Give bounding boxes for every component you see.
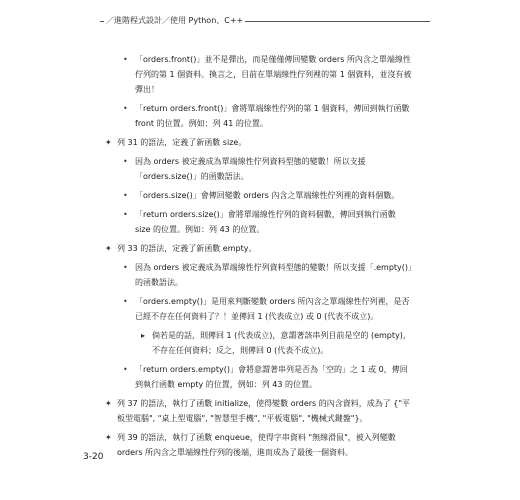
- running-header: [100, 14, 430, 28]
- bullet-item: [103, 430, 413, 460]
- bullet-item: [103, 328, 413, 358]
- bullet-text: 「return orders.front()」會將單端線性佇列的第 1 個資料，傳回到執行函數 front 的位置。例如：列 41 的位置。: [135, 104, 410, 128]
- bullet-item: [103, 135, 413, 150]
- bullet-text: 列 37 的語法，執行了函數 initialize，使得變數 orders 的內含資料，成為了 {"平板型電腦", "桌上型電腦", "智慧型手機", "平板電腦", "機械式鍵盤"}。: [117, 399, 411, 423]
- bullet-dot-icon: •: [123, 297, 128, 306]
- bullet-dot-icon: •: [123, 55, 128, 64]
- bullet-text: 「orders.front()」並不是彈出，而是僅僅傳回變數 orders 所內含之單端線性佇列的第 1 個資料。換言之，目前在單端線性佇列裡的第 1 個資料，並沒有被彈出！: [135, 55, 412, 94]
- bullet-dot-icon: •: [123, 365, 128, 374]
- diamond-bullet-icon: ✦: [105, 138, 112, 147]
- diamond-bullet-icon: ✦: [105, 244, 112, 253]
- bullet-dot-icon: •: [123, 263, 128, 272]
- bullet-text: 「orders.size()」會傳回變數 orders 內含之單端線性佇列裡的資料個數。: [135, 191, 400, 200]
- bullet-text: 倘若是的話，則傳回 1 (代表成立)，意謂著該串列目前是空的 (empty)，不存在任何資料；反之，則傳回 0 (代表不成立)。: [152, 331, 411, 355]
- page-number: 3-20: [83, 452, 104, 462]
- bullet-item: [103, 188, 413, 203]
- bullet-text: 因為 orders 被定義成為單端線性佇列資料型態的變數！所以支援「.empty()」的函數語法。: [135, 263, 413, 287]
- bullet-text: 列 39 的語法，執行了函數 enqueue，使得字串資料 "無線滑鼠"，被入列變數 orders 所內含之單端線性佇列的後端，進而成為了最後一個資料。: [117, 433, 396, 457]
- bullet-item: [103, 207, 413, 237]
- bullet-item: [103, 396, 413, 426]
- header-title: ／進階程式設計／使用 Python、C++: [104, 14, 245, 28]
- bullet-dot-icon: •: [123, 157, 128, 166]
- bullet-item: [103, 154, 413, 184]
- bullet-item: [103, 294, 413, 324]
- bullet-text: 列 31 的語法，定義了新函數 size。: [117, 138, 247, 147]
- diamond-bullet-icon: ✦: [105, 433, 112, 442]
- bullet-text: 列 33 的語法，定義了新函數 empty。: [117, 244, 257, 253]
- bullet-item: [103, 52, 413, 97]
- bullet-text: 「orders.empty()」是用來判斷變數 orders 所內含之單端線性佇列裡，是否已經不存在任何資料了？！並傳回 1 (代表成立) 或 0 (代表不成立)。: [135, 297, 410, 321]
- bullet-text: 「return orders.empty()」會將意謂著串列是否為「空的」之 1 或 0，傳回到執行函數 empty 的位置，例如：列 43 的位置。: [135, 365, 408, 389]
- bullet-text: 「return orders.size()」會將單端線性佇列的資料個數，傳回到執行函數 size 的位置。例如：列 43 的位置。: [135, 210, 396, 234]
- bullet-dot-icon: •: [123, 191, 128, 200]
- triangle-bullet-icon: ▸: [141, 331, 146, 340]
- bullet-item: [103, 241, 413, 256]
- body-content: [103, 52, 413, 464]
- bullet-item: [103, 362, 413, 392]
- bullet-dot-icon: •: [123, 210, 128, 219]
- bullet-text: 因為 orders 被定義成為單端線性佇列資料型態的變數！所以支援「orders.size()」的函數語法。: [135, 157, 366, 181]
- bullet-dot-icon: •: [123, 104, 128, 113]
- bullet-item: [103, 260, 413, 290]
- bullet-item: [103, 101, 413, 131]
- diamond-bullet-icon: ✦: [105, 399, 112, 408]
